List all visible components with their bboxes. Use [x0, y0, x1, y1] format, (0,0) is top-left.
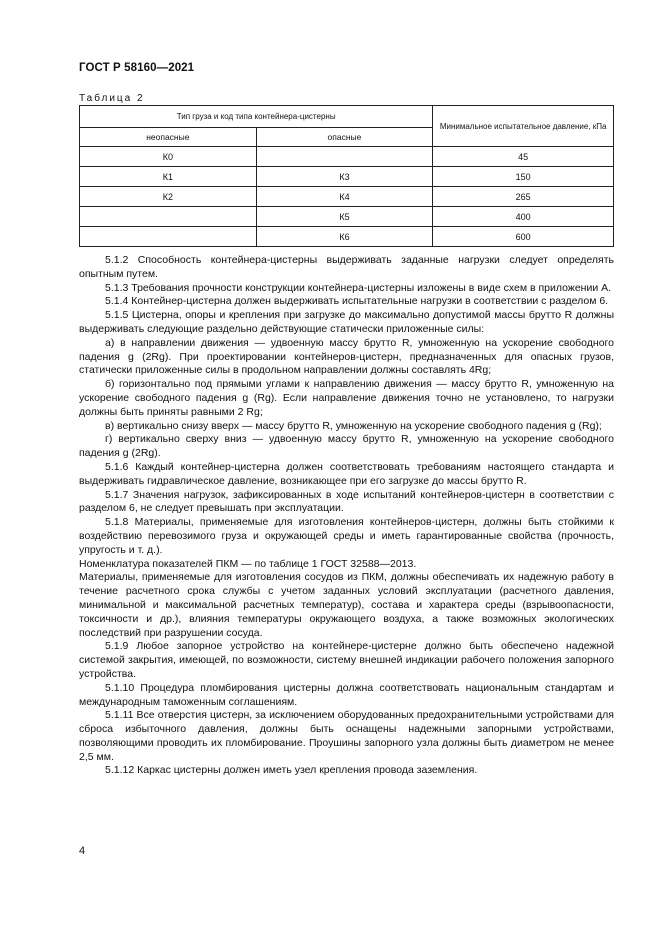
- table-caption: Таблица 2: [79, 93, 145, 104]
- table-row: [80, 167, 614, 187]
- paragraph-5-1-5-v: в) вертикально снизу вверх — массу брутто R, умноженную на ускорение свободного падения g (Rg);: [105, 419, 602, 432]
- paragraph-5-1-9: 5.1.9 Любое запорное устройство на контейнере-цистерне должно быть обеспечено надежной системой закрытия, имеющей, по возможности, систему внешней индикации рабочего положения запорного устройства.: [79, 640, 614, 680]
- table-row: [80, 187, 614, 207]
- table-cell: 45: [433, 147, 614, 167]
- table-cell: К4: [256, 187, 433, 207]
- table-row: [80, 207, 614, 227]
- paragraph-5-1-5: 5.1.5 Цистерна, опоры и крепления при загрузке до максимально допустимой массы брутто R должны выдерживать следующие раздельно действующие статически приложенные силы:: [79, 309, 614, 335]
- table-cell: К0: [80, 147, 257, 167]
- paragraph-5-1-12: 5.1.12 Каркас цистерны должен иметь узел крепления провода заземления.: [105, 764, 478, 777]
- paragraph-5-1-7: 5.1.7 Значения нагрузок, зафиксированных в ходе испытаний контейнеров-цистерн в соответствии с разделом 6, не следует превышать при эксплуатации.: [79, 488, 614, 515]
- table-cell: [80, 207, 257, 227]
- table-row: [80, 147, 614, 167]
- table-cell: К5: [256, 207, 433, 227]
- table-cell: 265: [433, 187, 614, 207]
- table-header-row: [80, 106, 614, 128]
- table-cell: К1: [80, 167, 257, 187]
- table-cell: 600: [433, 227, 614, 247]
- table-cell: [256, 147, 433, 167]
- table-header-pressure: Минимальное испытательное давление, кПа: [433, 106, 614, 147]
- paragraph-pkm-materials: Материалы, применяемые для изготовления сосудов из ПКМ, должны обеспечивать их надежную работу в течение расчетного срока службы с учетом заданных условий эксплуатации (расчетного давления, минимальной и максимальной расчетных температур), состава и характера среды (взрывоопасности, токсичности и др.), влияния температуры окружающего воздуха, а также возможных экологических последствий при разрушении сосуда.: [79, 571, 614, 639]
- table-header-cargo-type: Тип груза и код типа контейнера-цистерны: [80, 106, 433, 128]
- paragraph-5-1-3: 5.1.3 Требования прочности конструкции контейнера-цистерны изложены в виде схем в приложении А.: [105, 281, 612, 294]
- document-header: ГОСТ Р 58160—2021: [79, 62, 195, 74]
- table-row: [80, 227, 614, 247]
- paragraph-pkm-nomenclature: Номенклатура показателей ПКМ — по таблице 1 ГОСТ 32588—2013.: [79, 557, 417, 570]
- test-pressure-table: [79, 105, 614, 247]
- paragraph-5-1-8: 5.1.8 Материалы, применяемые для изготовления контейнеров-цистерн, должны быть стойкими к воздействию перевозимого груза и окружающей среды и иметь гарантированные свойства (прочность, упругость и т. д.).: [79, 516, 614, 556]
- paragraph-5-1-5-b: б) горизонтально под прямыми углами к направлению движения — массу брутто R, умноженную на ускорение свободного падения g (Rg). Если направление движения точно не установлено, то нагрузки должны быть приняты равными 2 Rg;: [79, 378, 614, 418]
- paragraph-5-1-5-g: г) вертикально сверху вниз — удвоенную массу брутто R, умноженную на ускорение свободного падения g (2Rg).: [79, 433, 614, 460]
- document-body: [79, 254, 614, 778]
- paragraph-5-1-10: 5.1.10 Процедура пломбирования цистерны должна соответствовать национальным стандартам и международным таможенным соглашениям.: [79, 681, 614, 708]
- table-cell: К2: [80, 187, 257, 207]
- table-cell: 150: [433, 167, 614, 187]
- table-cell: К3: [256, 167, 433, 187]
- paragraph-5-1-6: 5.1.6 Каждый контейнер-цистерна должен соответствовать требованиям настоящего стандарта и выдерживать гидравлическое давление, возникающее при его загрузке до массы брутто R.: [79, 460, 614, 487]
- paragraph-5-1-11: 5.1.11 Все отверстия цистерн, за исключением оборудованных предохранительными устройствами для сброса избыточного давления, должны быть оснащены надежными запорными устройствами, позволяющими проводить их пломбирование. Проушины запорного узла должны быть диаметром не менее 2,5 мм.: [79, 709, 614, 763]
- page-number: 4: [79, 845, 86, 857]
- table-header-nonhazardous: неопасные: [80, 128, 257, 147]
- table-cell: К6: [256, 227, 433, 247]
- paragraph-5-1-5-a: а) в направлении движения — удвоенную массу брутто R, умноженную на ускорение свободного падения g (2Rg). При проектировании контейнеров-цистерн, предназначенных для опасных грузов, статически приложенные силы в продольном направлении должны составлять 4Rg;: [79, 336, 614, 377]
- paragraph-5-1-2: 5.1.2 Способность контейнера-цистерны выдерживать заданные нагрузки следует определять опытным путем.: [79, 254, 614, 280]
- table-cell: 400: [433, 207, 614, 227]
- table-cell: [80, 227, 257, 247]
- table-header-hazardous: опасные: [256, 128, 433, 147]
- paragraph-5-1-4: 5.1.4 Контейнер-цистерна должен выдерживать испытательные нагрузки в соответствии с разделом 6.: [105, 295, 609, 308]
